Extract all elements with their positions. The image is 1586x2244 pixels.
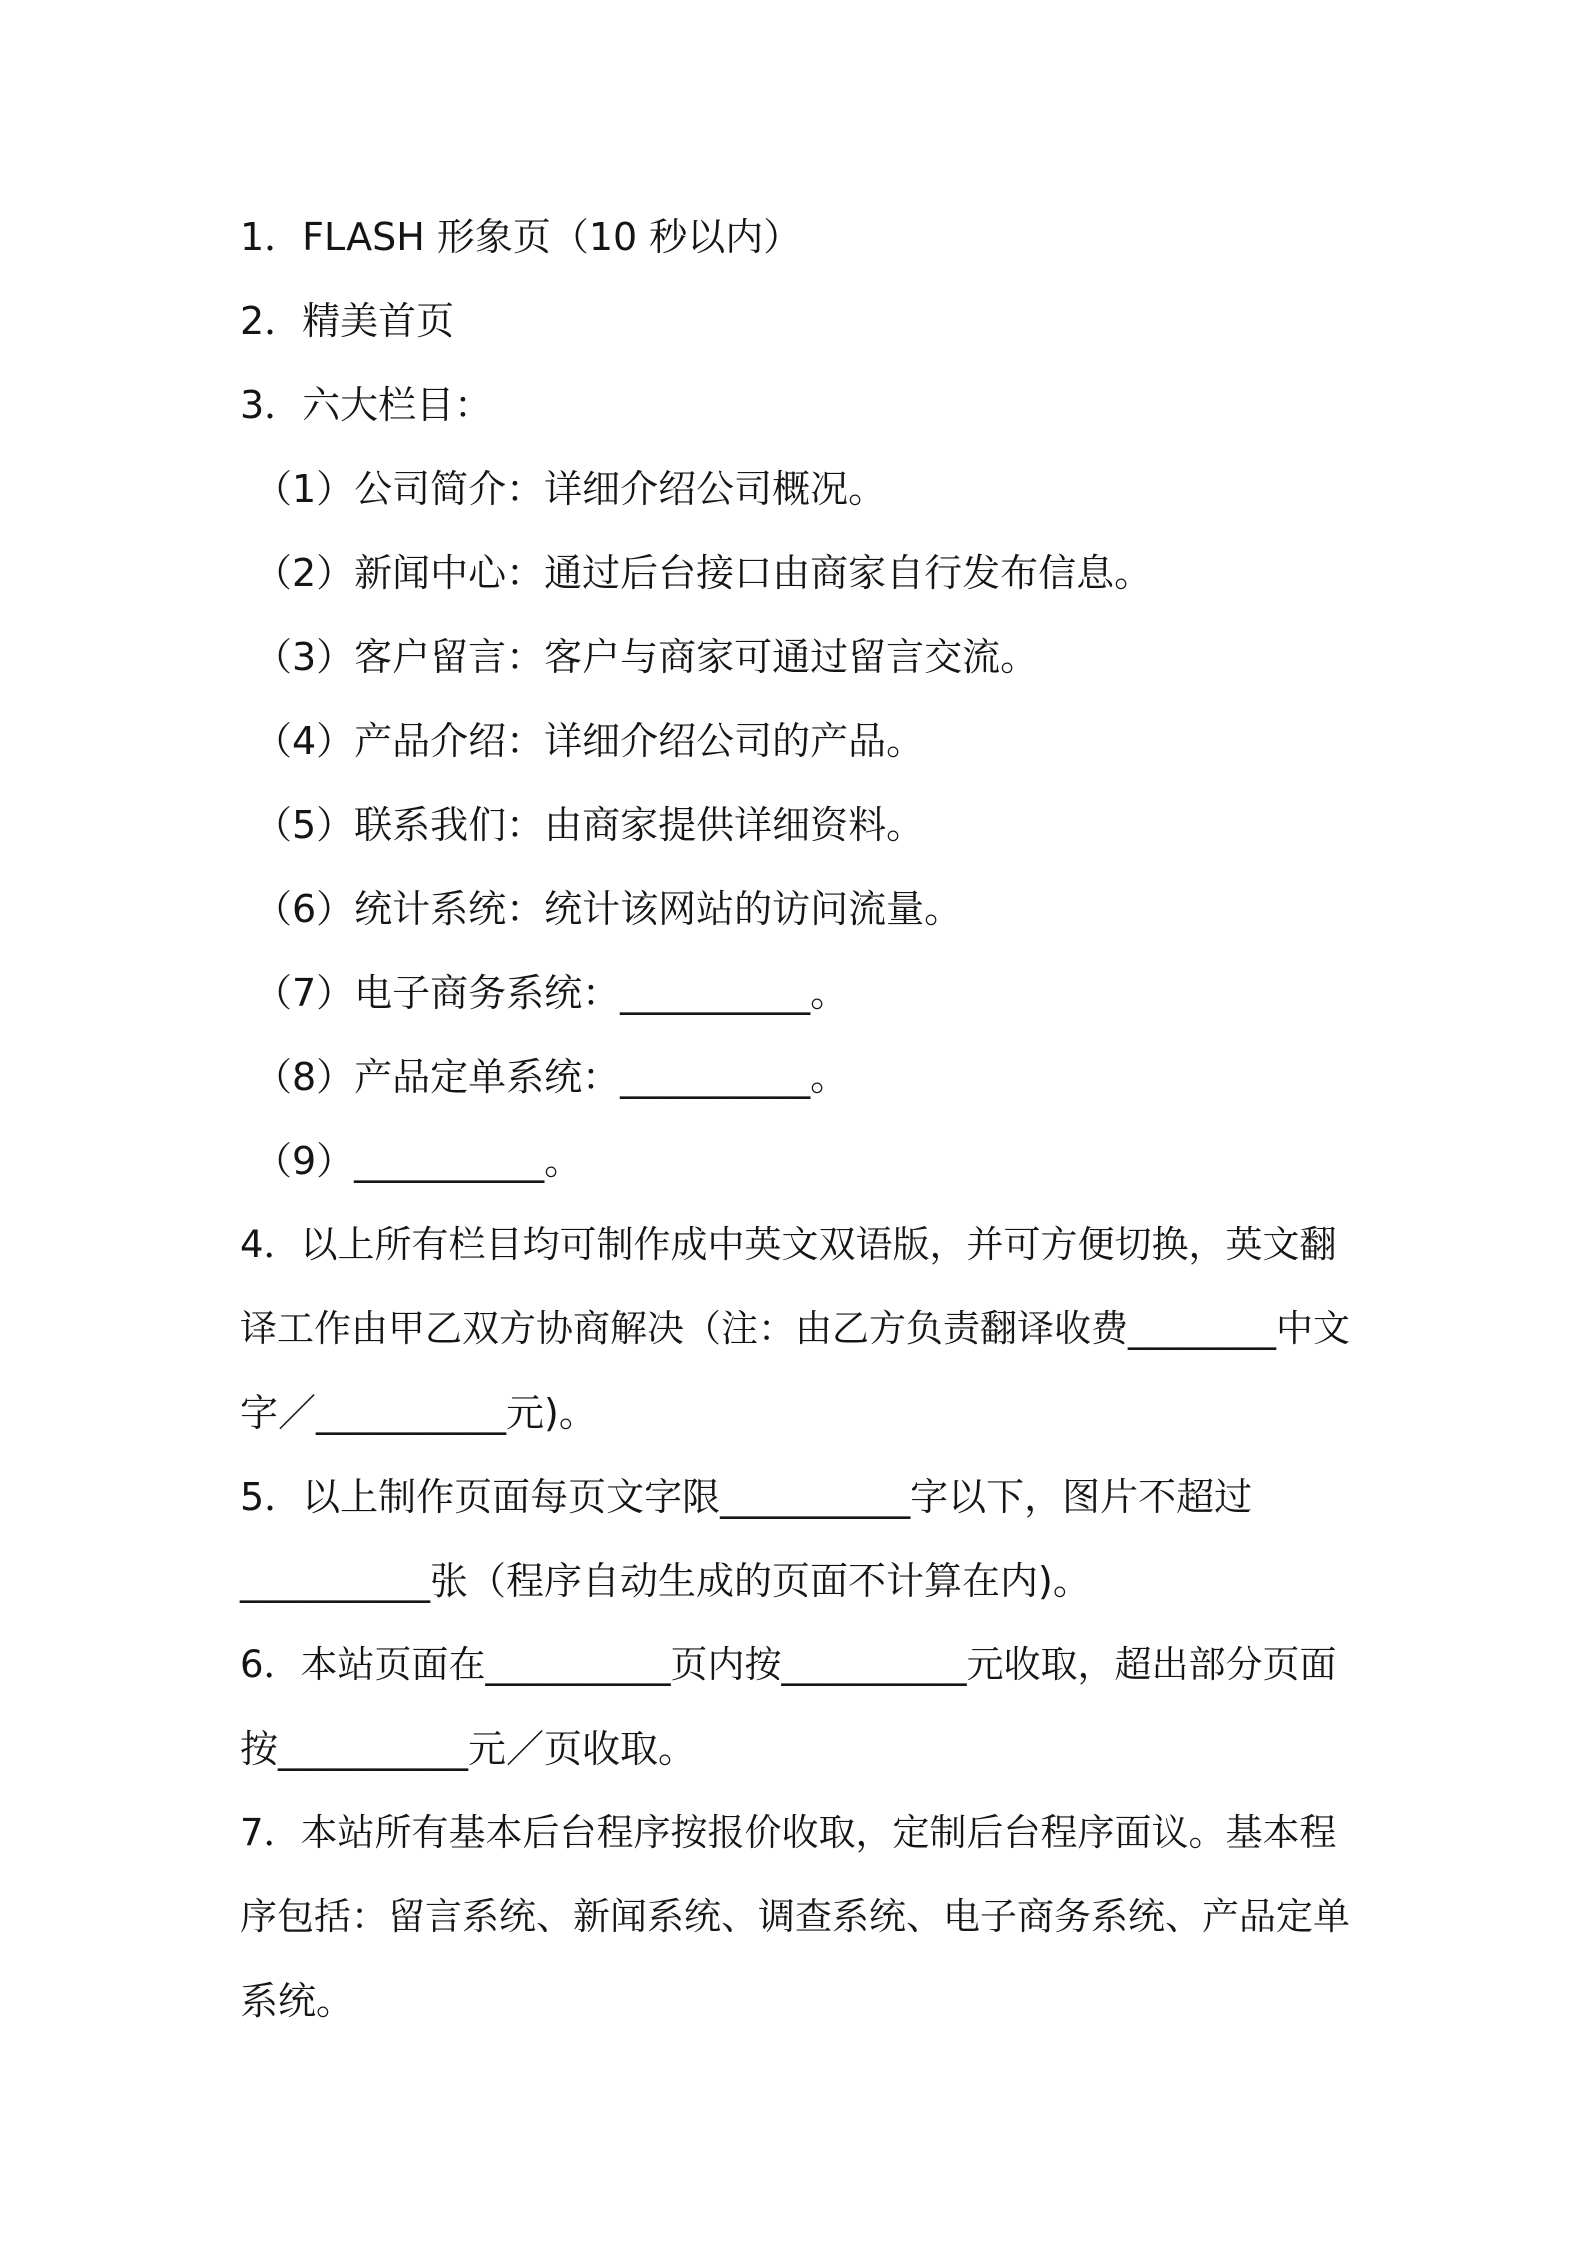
subitem-7-ecommerce: （7）电子商务系统：__________。 (254, 971, 849, 1015)
subitem-9-blank: （9）__________。 (254, 1139, 583, 1183)
item-2-homepage: 2．精美首页 (240, 299, 455, 343)
subitem-4-product-intro: （4）产品介绍：详细介绍公司的产品。 (254, 719, 925, 763)
item-7-backend-line-3: 系统。 (240, 1979, 355, 2023)
subitem-3-customer-messages: （3）客户留言：客户与商家可通过留言交流。 (254, 635, 1039, 679)
item-4-bilingual-line-3: 字／__________元)。 (240, 1391, 597, 1435)
document-body (240, 195, 1360, 2043)
item-4-bilingual-line-1: 4．以上所有栏目均可制作成中英文双语版，并可方便切换，英文翻 (240, 1223, 1337, 1266)
item-5-page-limit-line-1: 5．以上制作页面每页文字限__________字以下，图片不超过 (240, 1475, 1253, 1519)
subitem-5-contact-us: （5）联系我们：由商家提供详细资料。 (254, 803, 925, 847)
item-3-six-columns: 3．六大栏目： (240, 383, 493, 427)
item-5-page-limit-line-2: __________张（程序自动生成的页面不计算在内)。 (240, 1559, 1091, 1603)
item-6-page-pricing-line-2: 按__________元／页收取。 (240, 1727, 697, 1771)
item-6-page-pricing-line-1: 6．本站页面在__________页内按__________元收取，超出部分页面 (240, 1643, 1337, 1686)
item-7-backend-line-2: 序包括：留言系统、新闻系统、调查系统、电子商务系统、产品定单 (240, 1895, 1350, 1938)
subitem-1-company-profile: （1）公司简介：详细介绍公司概况。 (254, 467, 887, 511)
subitem-6-statistics: （6）统计系统：统计该网站的访问流量。 (254, 887, 963, 931)
item-4-bilingual-line-2: 译工作由甲乙双方协商解决（注：由乙方负责翻译收费________中文 (240, 1307, 1350, 1350)
item-7-backend-line-1: 7．本站所有基本后台程序按报价收取，定制后台程序面议。基本程 (240, 1811, 1337, 1854)
subitem-2-news-center: （2）新闻中心：通过后台接口由商家自行发布信息。 (254, 551, 1153, 595)
item-1-flash-page: 1．FLASH 形象页（10 秒以内） (240, 215, 802, 259)
subitem-8-order-system: （8）产品定单系统：__________。 (254, 1055, 849, 1099)
